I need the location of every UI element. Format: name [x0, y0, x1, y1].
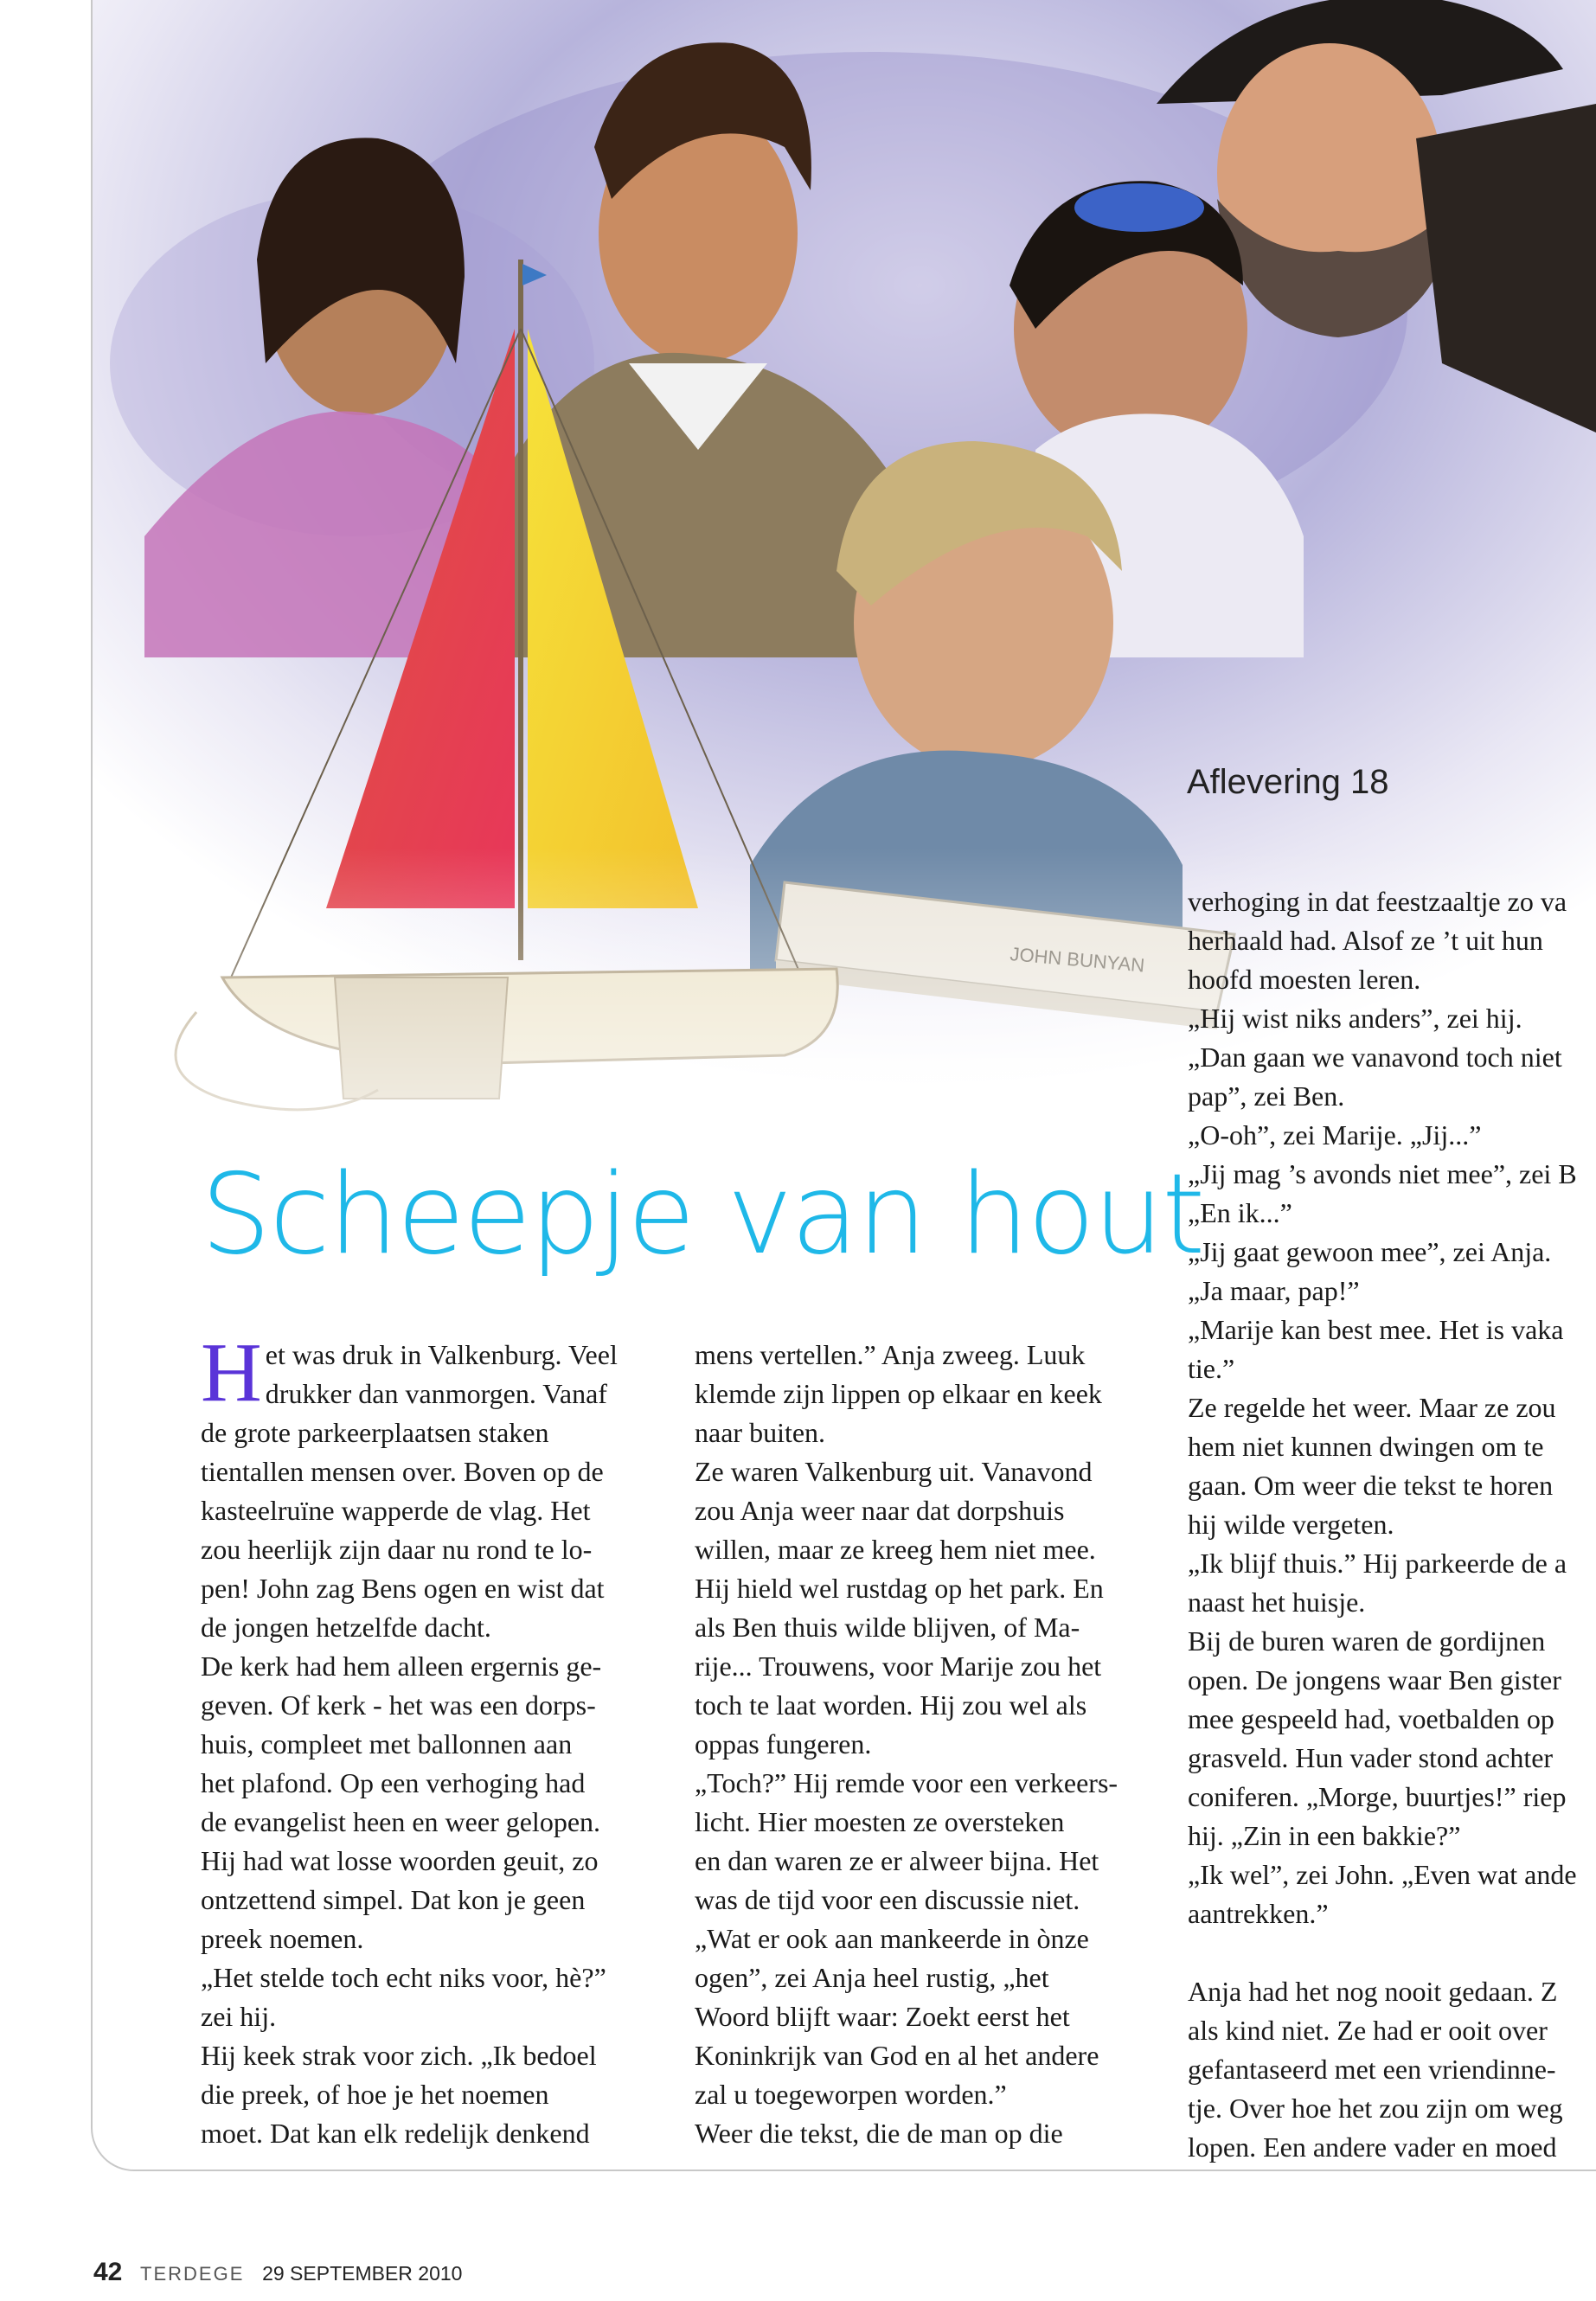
text-line: gefantaseerd met een vriendinne-	[1188, 2054, 1556, 2085]
text-line: „En ik...”	[1188, 1197, 1292, 1228]
article-title: Scheepje van hout	[201, 1150, 1204, 1279]
text-line: oppas fungeren.	[695, 1728, 872, 1759]
text-line: hij. „Zin in een bakkie?”	[1188, 1820, 1461, 1851]
text-line: klemde zijn lippen op elkaar en keek	[695, 1378, 1102, 1409]
text-line: de grote parkeerplaatsen staken	[201, 1417, 549, 1448]
text-line: Ze waren Valkenburg uit. Vanavond	[695, 1456, 1093, 1487]
text-line: Hij had wat losse woorden geuit, zo	[201, 1845, 599, 1876]
text-line: hoofd moesten leren.	[1188, 964, 1421, 995]
drop-cap: H	[201, 1326, 262, 1420]
text-line: zei hij.	[201, 2001, 277, 2032]
text-line: coniferen. „Morge, buurtjes!” riep	[1188, 1781, 1567, 1812]
text-line: lopen. Een andere vader en moed	[1188, 2131, 1557, 2163]
text-line: toch te laat worden. Hij zou wel als	[695, 1689, 1087, 1721]
text-line: hij wilde vergeten.	[1188, 1509, 1394, 1540]
text-line: open. De jongens waar Ben gister	[1188, 1664, 1561, 1695]
text-line: herhaald had. Alsof ze ’t uit hun	[1188, 925, 1543, 956]
text-line: tie.”	[1188, 1353, 1235, 1384]
text-line: „Hij wist niks anders”, zei hij.	[1188, 1003, 1522, 1034]
text-line: huis, compleet met ballonnen aan	[201, 1728, 573, 1759]
text-line: de evangelist heen en weer gelopen.	[201, 1806, 601, 1837]
text-line: „Jij gaat gewoon mee”, zei Anja.	[1188, 1236, 1552, 1267]
text-line: de jongen hetzelfde dacht.	[201, 1612, 491, 1643]
text-line: tientallen mensen over. Boven op de	[201, 1456, 604, 1487]
issue-date: 29 SEPTEMBER 2010	[262, 2262, 463, 2285]
text-line: grasveld. Hun vader stond achter	[1188, 1742, 1554, 1773]
text-line: „Wat er ook aan mankeerde in ònze	[695, 1923, 1089, 1954]
text-line: Weer die tekst, die de man op die	[695, 2118, 1063, 2149]
text-line: zal u toegeworpen worden.”	[695, 2079, 1007, 2110]
text-line: „Het stelde toch echt niks voor, hè?”	[201, 1962, 606, 1993]
text-line: gaan. Om weer die tekst te horen	[1188, 1470, 1554, 1501]
text-line: De kerk had hem alleen ergernis ge-	[201, 1650, 602, 1682]
text-line: preek noemen.	[201, 1923, 364, 1954]
text-line: Koninkrijk van God en al het andere	[695, 2040, 1099, 2071]
text-line: et was druk in Valkenburg. Veel	[265, 1339, 618, 1370]
text-line: ontzettend simpel. Dat kon je geen	[201, 1884, 586, 1915]
text-line: „Ik blijf thuis.” Hij parkeerde de a	[1188, 1548, 1567, 1579]
page-number: 42	[93, 2258, 123, 2286]
text-line: naast het huisje.	[1188, 1586, 1366, 1618]
text-line: Woord blijft waar: Zoekt eerst het	[695, 2001, 1070, 2032]
page-footer	[93, 2258, 462, 2287]
text-line: mens vertellen.” Anja zweeg. Luuk	[695, 1339, 1086, 1370]
text-line: kasteelruïne wapperde de vlag. Het	[201, 1495, 591, 1526]
text-line: hem niet kunnen dwingen om te	[1188, 1431, 1544, 1462]
text-line: „O-oh”, zei Marije. „Jij...”	[1188, 1119, 1482, 1150]
text-line: Bij de buren waren de gordijnen	[1188, 1625, 1546, 1657]
text-line: „Dan gaan we vanavond toch niet	[1188, 1042, 1562, 1073]
text-line: zou heerlijk zijn daar nu rond te lo-	[201, 1534, 593, 1565]
text-line: Hij hield wel rustdag op het park. En	[695, 1573, 1104, 1604]
text-line: het plafond. Op een verhoging had	[201, 1767, 586, 1798]
text-line: tje. Over hoe het zou zijn om weg	[1188, 2093, 1563, 2124]
text-line: „Jij mag ’s avonds niet mee”, zei B	[1188, 1158, 1577, 1189]
text-line: Anja had het nog nooit gedaan. Z	[1188, 1976, 1558, 2007]
text-line: mee gespeeld had, voetbalden op	[1188, 1703, 1554, 1734]
paragraph-break	[1188, 1933, 1596, 1972]
text-column-1	[201, 1326, 668, 2153]
text-line: rije... Trouwens, voor Marije zou het	[695, 1650, 1102, 1682]
text-line: Ze regelde het weer. Maar ze zou	[1188, 1392, 1556, 1423]
text-line: pap”, zei Ben.	[1188, 1080, 1345, 1112]
text-line: moet. Dat kan elk redelijk denkend	[201, 2118, 590, 2149]
text-line: verhoging in dat feestzaaltje zo va	[1188, 886, 1567, 917]
text-line: drukker dan vanmorgen. Vanaf	[265, 1378, 607, 1409]
text-line: „Ik wel”, zei John. „Even wat ande	[1188, 1859, 1577, 1890]
episode-label: Aflevering 18	[1187, 763, 1389, 801]
text-line: als Ben thuis wilde blijven, of Ma-	[695, 1612, 1080, 1643]
text-line: „Toch?” Hij remde voor een verkeers-	[695, 1767, 1118, 1798]
text-line: „Marije kan best mee. Het is vaka	[1188, 1314, 1564, 1345]
text-line: pen! John zag Bens ogen en wist dat	[201, 1573, 605, 1604]
text-line: ogen”, zei Anja heel rustig, „het	[695, 1962, 1049, 1993]
text-line: en dan waren ze er alweer bijna. Het	[695, 1845, 1099, 1876]
text-line: die preek, of hoe je het noemen	[201, 2079, 549, 2110]
text-column-2	[695, 1336, 1162, 2153]
text-line: licht. Hier moesten ze oversteken	[695, 1806, 1065, 1837]
text-line: naar buiten.	[695, 1417, 826, 1448]
text-line: aantrekken.”	[1188, 1898, 1329, 1929]
magazine-name: TERDEGE	[140, 2263, 245, 2285]
text-line: willen, maar ze kreeg hem niet mee.	[695, 1534, 1096, 1565]
text-line: als kind niet. Ze had er ooit over	[1188, 2015, 1548, 2046]
text-line: Hij keek strak voor zich. „Ik bedoel	[201, 2040, 597, 2071]
text-column-3	[1188, 882, 1596, 2167]
text-line: zou Anja weer naar dat dorpshuis	[695, 1495, 1065, 1526]
text-line: „Ja maar, pap!”	[1188, 1275, 1360, 1306]
text-line: geven. Of kerk - het was een dorps-	[201, 1689, 596, 1721]
text-line: was de tijd voor een discussie niet.	[695, 1884, 1080, 1915]
